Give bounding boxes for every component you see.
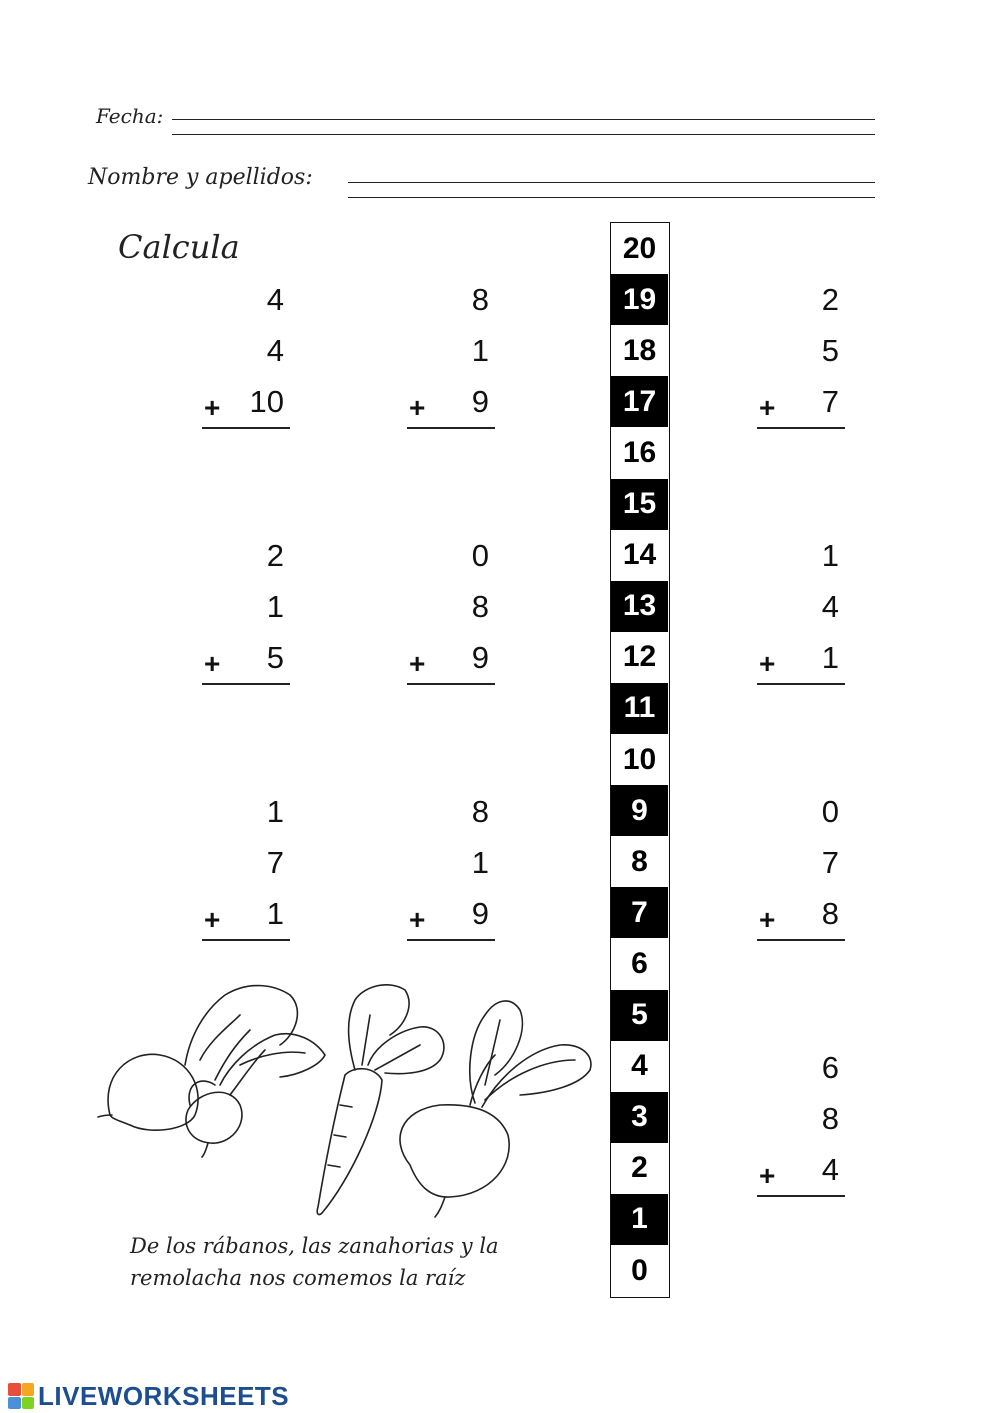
plus-sign: + <box>759 392 776 423</box>
addend: 1 <box>266 589 284 624</box>
addend: 5 <box>821 333 839 368</box>
addend: 1 <box>266 896 284 931</box>
addend: 1 <box>471 845 489 880</box>
carrot-icon <box>317 985 444 1215</box>
plus-sign: + <box>759 648 776 679</box>
addend: 10 <box>249 384 284 419</box>
sum-10[interactable] <box>757 1050 845 1200</box>
number-strip <box>610 222 670 1298</box>
addend: 8 <box>471 589 489 624</box>
plus-sign: + <box>759 904 776 935</box>
addend: 8 <box>821 1101 839 1136</box>
addend: 9 <box>471 640 489 675</box>
answer-line <box>407 427 495 429</box>
radish-bunch-icon <box>98 986 325 1157</box>
strip-number: 12 <box>611 632 668 683</box>
addend: 1 <box>266 794 284 829</box>
name-label: Nombre y apellidos: <box>88 165 313 190</box>
name-line-top <box>348 182 875 183</box>
strip-number: 15 <box>611 479 668 530</box>
strip-number: 1 <box>611 1194 668 1245</box>
strip-number: 17 <box>611 376 668 427</box>
plus-sign: + <box>409 648 426 679</box>
date-label: Fecha: <box>96 104 164 128</box>
sum-9[interactable] <box>757 794 845 944</box>
strip-number: 10 <box>611 734 668 785</box>
answer-line <box>407 683 495 685</box>
sum-8[interactable] <box>407 794 495 944</box>
addend: 4 <box>821 1152 839 1187</box>
addend: 7 <box>821 845 839 880</box>
addend: 2 <box>266 538 284 573</box>
beet-icon <box>400 1001 591 1217</box>
answer-line <box>757 683 845 685</box>
addend: 0 <box>471 538 489 573</box>
strip-number: 9 <box>611 785 668 836</box>
logo-mark-icon <box>8 1383 34 1409</box>
worksheet-title: Calcula <box>118 228 240 266</box>
brand-name: LIVEWORKSHEETS <box>38 1380 290 1411</box>
strip-number: 18 <box>611 325 668 376</box>
strip-number: 16 <box>611 427 668 478</box>
name-line-bottom[interactable] <box>348 197 875 198</box>
addend: 6 <box>821 1050 839 1085</box>
plus-sign: + <box>204 648 221 679</box>
addend: 7 <box>266 845 284 880</box>
plus-sign: + <box>204 904 221 935</box>
addend: 1 <box>471 333 489 368</box>
addend: 4 <box>266 282 284 317</box>
addend: 8 <box>471 794 489 829</box>
sum-7[interactable] <box>202 794 290 944</box>
addend: 8 <box>821 896 839 931</box>
addend: 8 <box>471 282 489 317</box>
strip-number: 19 <box>611 274 668 325</box>
sum-6[interactable] <box>757 538 845 688</box>
strip-number: 5 <box>611 990 668 1041</box>
date-line-bottom[interactable] <box>172 134 875 135</box>
strip-number: 2 <box>611 1143 668 1194</box>
addend: 4 <box>821 589 839 624</box>
strip-number: 0 <box>611 1245 668 1296</box>
date-line-top <box>172 119 875 120</box>
sum-2[interactable] <box>407 282 495 432</box>
answer-line <box>407 939 495 941</box>
plus-sign: + <box>409 392 426 423</box>
addend: 1 <box>821 640 839 675</box>
strip-number: 7 <box>611 887 668 938</box>
sum-1[interactable] <box>202 282 290 432</box>
answer-line <box>202 683 290 685</box>
strip-number: 14 <box>611 530 668 581</box>
answer-line <box>757 939 845 941</box>
answer-line <box>757 427 845 429</box>
answer-line <box>757 1195 845 1197</box>
caption-line-2: remolacha nos comemos la raíz <box>130 1266 466 1290</box>
sum-3[interactable] <box>757 282 845 432</box>
addend: 1 <box>821 538 839 573</box>
addend: 9 <box>471 384 489 419</box>
strip-number: 8 <box>611 836 668 887</box>
addend: 9 <box>471 896 489 931</box>
addend: 7 <box>821 384 839 419</box>
sum-4[interactable] <box>202 538 290 688</box>
strip-number: 20 <box>611 223 668 274</box>
addend: 2 <box>821 282 839 317</box>
strip-number: 4 <box>611 1041 668 1092</box>
strip-number: 3 <box>611 1092 668 1143</box>
addend: 0 <box>821 794 839 829</box>
vegetables-illustration <box>90 965 610 1230</box>
addend: 4 <box>266 333 284 368</box>
liveworksheets-logo[interactable] <box>8 1380 289 1412</box>
answer-line <box>202 939 290 941</box>
plus-sign: + <box>204 392 221 423</box>
plus-sign: + <box>409 904 426 935</box>
addend: 5 <box>266 640 284 675</box>
caption-line-1: De los rábanos, las zanahorias y la <box>130 1234 499 1258</box>
answer-line <box>202 427 290 429</box>
strip-number: 6 <box>611 938 668 989</box>
sum-5[interactable] <box>407 538 495 688</box>
strip-number: 13 <box>611 581 668 632</box>
strip-number: 11 <box>611 683 668 734</box>
plus-sign: + <box>759 1160 776 1191</box>
